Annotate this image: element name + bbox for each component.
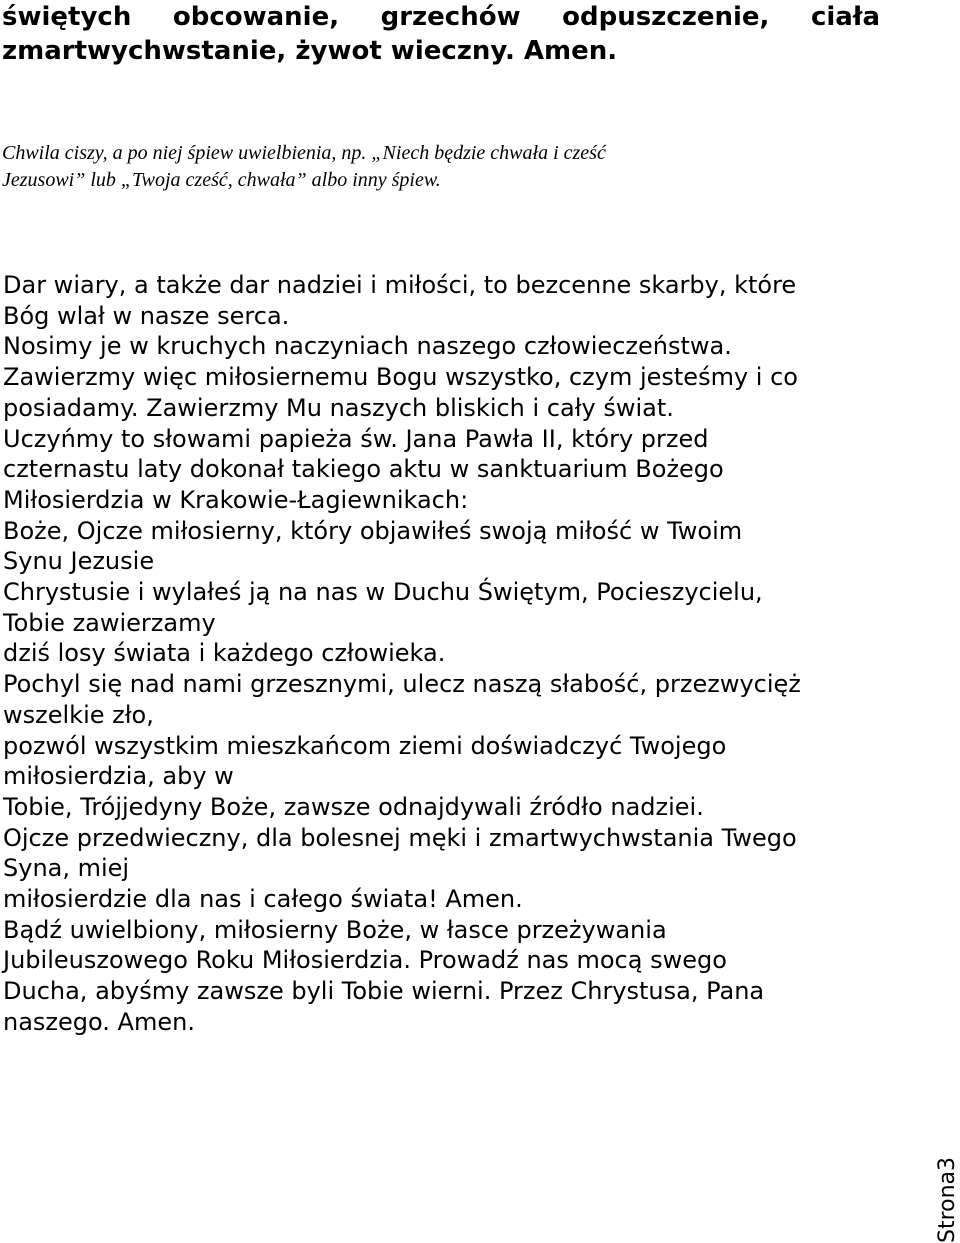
prayer-line: naszego. Amen. — [3, 1007, 195, 1036]
creed-word: odpuszczenie, — [562, 2, 770, 32]
prayer-line: Jubileuszowego Roku Miłosierdzia. Prowadź nas mocą swego — [3, 946, 727, 975]
prayer-line: Ojcze przedwieczny, dla bolesnej męki i zmartwychwstania Twego — [3, 823, 797, 852]
prayer-line: Pochyl się nad nami grzesznymi, ulecz naszą słabość, przezwycięż — [3, 670, 801, 699]
prayer-line: Syna, miej — [3, 854, 130, 883]
prayer-line: miłosierdzie dla nas i całego świata! Amen. — [3, 885, 523, 914]
prayer-line: czternastu laty dokonał takiego aktu w sanktuarium Bożego — [3, 455, 724, 484]
instruction-line: Chwila ciszy, a po niej śpiew uwielbienia, np. „Niech będzie chwała i cześć — [2, 142, 606, 164]
creed-line-1 — [2, 0, 880, 34]
prayer-line: miłosierdzia, aby w — [3, 762, 234, 791]
prayer-line: Dar wiary, a także dar nadziei i miłości, to bezcenne skarby, które — [3, 271, 797, 299]
prayer-line: Uczyńmy to słowami papieża św. Jana Pawła II, który przed — [3, 424, 709, 453]
prayer-line: Zawierzmy więc miłosiernemu Bogu wszystko, czym jesteśmy i co — [3, 363, 798, 392]
creed-word: świętych — [2, 2, 132, 32]
creed-word: grzechów — [380, 2, 521, 32]
prayer-line: Tobie, Trójjedyny Boże, zawsze odnajdywali źródło nadziei. — [3, 792, 704, 821]
prayer-text — [3, 270, 953, 1038]
instruction-note — [2, 140, 902, 194]
prayer-line: Chrystusie i wylałeś ją na nas w Duchu Świętym, Pocieszycielu, — [3, 578, 763, 607]
creed-ending — [2, 0, 882, 68]
prayer-line: Nosimy je w kruchych naczyniach naszego człowieczeństwa. — [3, 332, 732, 361]
prayer-line: Bóg wlał w nasze serca. — [3, 301, 290, 330]
prayer-line: Bądź uwielbiony, miłosierny Boże, w łasce przeżywania — [3, 915, 667, 944]
prayer-line: posiadamy. Zawierzmy Mu naszych bliskich i cały świat. — [3, 393, 674, 422]
prayer-line: dziś losy świata i każdego człowieka. — [3, 639, 446, 668]
prayer-line: Miłosierdzia w Krakowie-Łagiewnikach: — [3, 485, 469, 514]
prayer-line: Ducha, abyśmy zawsze byli Tobie wierni. Przez Chrystusa, Pana — [3, 977, 765, 1006]
prayer-line: Boże, Ojcze miłosierny, który objawiłeś swoją miłość w Twoim — [3, 516, 743, 545]
creed-word: ciała — [810, 2, 880, 32]
prayer-line: wszelkie zło, — [3, 700, 154, 729]
prayer-line: Synu Jezusie — [3, 547, 155, 576]
creed-word: obcowanie, — [172, 2, 340, 32]
creed-line-2: zmartwychwstanie, żywot wieczny. Amen. — [2, 36, 618, 66]
prayer-line: Tobie zawierzamy — [3, 608, 216, 637]
page-number — [935, 1155, 960, 1243]
instruction-line: Jezusowi” lub „Twoja cześć, chwała” albo inny śpiew. — [2, 169, 441, 191]
prayer-line: pozwól wszystkim mieszkańcom ziemi doświadczyć Twojego — [3, 731, 727, 760]
page-number-text: Strona3 — [935, 1156, 960, 1243]
